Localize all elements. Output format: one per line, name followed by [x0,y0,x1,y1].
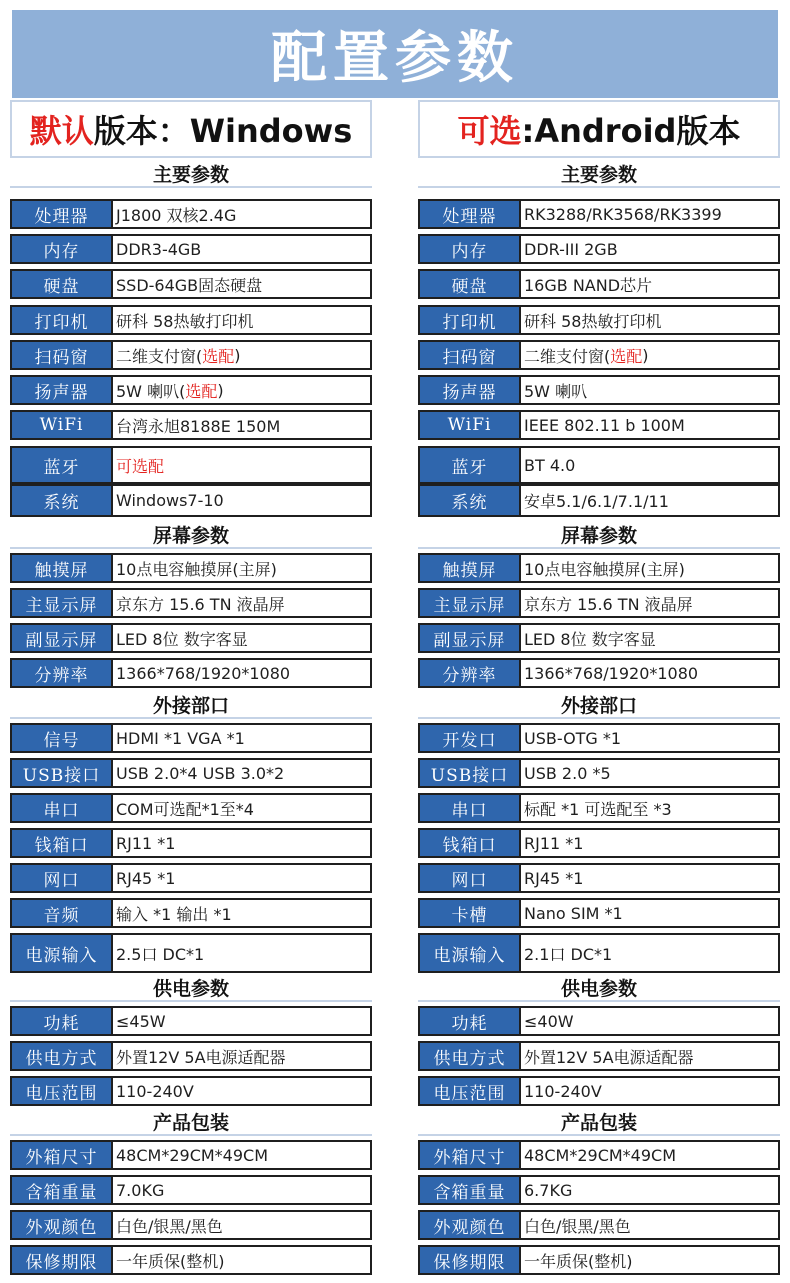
spec-label: 音频 [12,900,113,926]
spec-value-text: 10点电容触摸屏(主屏) [524,559,685,579]
spec-row [418,1245,780,1275]
spec-label: 信号 [12,725,113,751]
spec-value-text: ≤40W [524,1011,574,1031]
spec-row [10,793,372,823]
spec-value-text: RJ45 *1 [524,868,584,888]
spec-row [418,484,780,517]
spec-value [521,271,778,297]
spec-value-text: 110-240V [524,1081,602,1101]
spec-value-text: 安卓5.1/6.1/7.1/11 [524,492,669,511]
spec-label: 电源输入 [12,935,113,971]
section-heading: 屏幕参数 [10,521,372,549]
spec-value-text: 10点电容触摸屏(主屏) [116,559,277,579]
spec-value-text: RK3288/RK3568/RK3399 [524,204,722,224]
version-header-text: 版本：Windows [93,112,353,150]
spec-label: 副显示屏 [420,625,521,651]
spec-value [113,412,370,438]
section-heading: 屏幕参数 [418,521,780,549]
spec-label: 内存 [420,236,521,262]
spec-label: 触摸屏 [12,555,113,581]
optional-note: 选配 [185,381,218,401]
spec-row [418,375,780,405]
spec-value [521,760,778,786]
spec-value [521,448,778,482]
spec-value-text: 一年质保(整机) [524,1251,633,1271]
spec-value-text: USB 2.0*4 USB 3.0*2 [116,763,285,783]
spec-label: 外观颜色 [12,1212,113,1238]
spec-value-text: 48CM*29CM*49CM [524,1145,677,1165]
section-heading: 主要参数 [418,160,780,188]
spec-value-text: 二维支付窗( [524,346,611,366]
version-header [418,100,780,158]
spec-value-text: 48CM*29CM*49CM [116,1145,269,1165]
spec-row [418,588,780,618]
spec-value-text: DDR-III 2GB [524,239,618,259]
spec-row [418,1175,780,1205]
spec-value [521,236,778,262]
spec-label: 打印机 [420,307,521,333]
spec-row [418,305,780,335]
spec-value-text: 2.5口 DC*1 [116,944,205,964]
spec-value [113,342,370,368]
spec-value-tail: ) [217,380,224,400]
spec-label: 开发口 [420,725,521,751]
spec-label: 网口 [420,865,521,891]
spec-value [521,555,778,581]
spec-row [418,1210,780,1240]
spec-label: 供电方式 [12,1043,113,1069]
spec-row [10,1245,372,1275]
spec-label: 处理器 [12,201,113,227]
spec-value-text: IEEE 802.11 b 100M [524,415,685,435]
spec-label: 串口 [12,795,113,821]
spec-row [10,828,372,858]
optional-note: 可选配 [116,456,165,476]
spec-value [521,830,778,856]
spec-row [418,1076,780,1106]
page-title: 配置参数 [271,26,519,91]
spec-label: 硬盘 [12,271,113,297]
spec-row [10,1041,372,1071]
spec-value [113,760,370,786]
spec-label: 触摸屏 [420,555,521,581]
spec-value-text: J1800 双核2.4G [116,205,237,225]
spec-value [113,900,370,926]
section-heading: 外接部口 [418,691,780,719]
spec-row [418,898,780,928]
spec-row [10,553,372,583]
spec-label: USB接口 [420,760,521,786]
spec-label: 主显示屏 [12,590,113,616]
spec-label: 主显示屏 [420,590,521,616]
spec-row [10,863,372,893]
spec-label: 扬声器 [12,377,113,403]
spec-row [10,234,372,264]
spec-value-text: 二维支付窗( [116,346,203,366]
spec-value [113,795,370,821]
spec-row [10,758,372,788]
spec-value [113,935,370,971]
spec-value-text: HDMI *1 VGA *1 [116,728,245,748]
spec-label: 钱箱口 [12,830,113,856]
spec-row [10,1175,372,1205]
spec-value-text: RJ11 *1 [524,833,584,853]
spec-label: 电源输入 [420,935,521,971]
spec-label: 扫码窗 [420,342,521,368]
spec-value [113,486,370,515]
spec-row [10,484,372,517]
spec-value-text: 1366*768/1920*1080 [116,663,291,683]
spec-label: 保修期限 [420,1247,521,1273]
spec-value-text: 1366*768/1920*1080 [524,663,699,683]
spec-value [521,412,778,438]
title-banner [12,10,778,98]
spec-value-tail: ) [642,345,649,365]
spec-row [10,375,372,405]
spec-value-text: SSD-64GB固态硬盘 [116,275,263,295]
spec-value [113,625,370,651]
optional-note: 选配 [610,346,643,366]
spec-label: 扫码窗 [12,342,113,368]
spec-value [521,795,778,821]
spec-label: 功耗 [12,1008,113,1034]
spec-row [10,658,372,688]
spec-row [10,1210,372,1240]
spec-value-text: 110-240V [116,1081,194,1101]
spec-label: 网口 [12,865,113,891]
spec-value [521,1008,778,1034]
spec-row [10,933,372,973]
spec-value-text: 一年质保(整机) [116,1251,225,1271]
spec-row [418,933,780,973]
spec-label: 供电方式 [420,1043,521,1069]
section-heading: 主要参数 [10,160,372,188]
spec-label: 含箱重量 [12,1177,113,1203]
spec-value [521,486,778,515]
version-header [10,100,372,158]
spec-value [113,555,370,581]
spec-value-text: BT 4.0 [524,455,576,475]
spec-value [521,625,778,651]
spec-value-text: 京东方 15.6 TN 液晶屏 [116,594,285,614]
spec-value-text: 6.7KG [524,1180,573,1200]
spec-row [10,588,372,618]
spec-value [113,1247,370,1273]
spec-label: 蓝牙 [420,448,521,482]
spec-value-text: USB 2.0 *5 [524,763,611,783]
spec-label: 外箱尺寸 [12,1142,113,1168]
spec-value-text: USB-OTG *1 [524,728,622,748]
spec-label: 卡槽 [420,900,521,926]
spec-label: 分辨率 [12,660,113,686]
spec-row [418,723,780,753]
spec-label: 外观颜色 [420,1212,521,1238]
spec-row [10,305,372,335]
spec-value [113,830,370,856]
spec-value-text: 标配 *1 可选配至 *3 [524,799,672,819]
spec-value-text: 外置12V 5A电源适配器 [116,1047,286,1067]
spec-label: 电压范围 [12,1078,113,1104]
spec-label: 分辨率 [420,660,521,686]
spec-row [418,828,780,858]
spec-row [10,340,372,370]
spec-value-text: 2.1口 DC*1 [524,944,613,964]
spec-value [521,865,778,891]
spec-row [10,269,372,299]
spec-value [521,1212,778,1238]
spec-value [521,900,778,926]
spec-value [521,1177,778,1203]
spec-row [10,1140,372,1170]
spec-value [113,1078,370,1104]
spec-value [113,201,370,227]
version-header-text: :Android版本 [521,112,741,150]
spec-row [10,1006,372,1036]
spec-value-text: 外置12V 5A电源适配器 [524,1047,694,1067]
spec-value-text: 5W 喇叭 [524,381,588,401]
spec-value-text: Nano SIM *1 [524,903,623,923]
spec-row [418,269,780,299]
spec-value-text: LED 8位 数字客显 [116,629,248,649]
section-heading: 供电参数 [418,974,780,1002]
spec-row [418,863,780,893]
spec-value-text: 16GB NAND芯片 [524,275,653,295]
spec-value [113,590,370,616]
section-heading: 产品包装 [418,1108,780,1136]
spec-value [521,935,778,971]
spec-label: 钱箱口 [420,830,521,856]
spec-label: 系统 [420,486,521,515]
spec-label: 电压范围 [420,1078,521,1104]
spec-value [521,1078,778,1104]
spec-label: 保修期限 [12,1247,113,1273]
spec-label: 含箱重量 [420,1177,521,1203]
spec-value-text: 7.0KG [116,1180,165,1200]
spec-value [521,1043,778,1069]
spec-value [521,307,778,333]
spec-value-text: 白色/银黑/黑色 [524,1216,631,1236]
spec-value-tail: ) [234,345,241,365]
spec-value [113,725,370,751]
spec-row [418,1041,780,1071]
spec-label: 蓝牙 [12,448,113,482]
spec-row [418,1140,780,1170]
version-header-highlight: 默认 [29,112,94,150]
spec-row [418,1006,780,1036]
spec-row [418,623,780,653]
spec-label: 打印机 [12,307,113,333]
spec-value [521,1247,778,1273]
spec-value-text: 研科 58热敏打印机 [116,311,254,331]
spec-row [10,1076,372,1106]
spec-label: WiFi [420,412,521,438]
spec-label: 副显示屏 [12,625,113,651]
spec-value [521,590,778,616]
spec-row [418,199,780,229]
spec-value-text: 白色/银黑/黑色 [116,1216,223,1236]
spec-label: 处理器 [420,201,521,227]
spec-value [113,865,370,891]
spec-value [521,377,778,403]
spec-label: 功耗 [420,1008,521,1034]
spec-value-text: RJ45 *1 [116,868,176,888]
spec-value [521,201,778,227]
spec-value-text: DDR3-4GB [116,239,202,259]
spec-value [113,1008,370,1034]
spec-label: 外箱尺寸 [420,1142,521,1168]
spec-row [418,446,780,484]
spec-value-text: LED 8位 数字客显 [524,629,656,649]
spec-value-text: Windows7-10 [116,491,224,510]
spec-row [418,758,780,788]
spec-row [10,898,372,928]
section-heading: 供电参数 [10,974,372,1002]
spec-row [418,553,780,583]
spec-value [113,307,370,333]
version-header-highlight: 可选 [457,112,522,150]
section-heading: 外接部口 [10,691,372,719]
spec-row [10,623,372,653]
spec-value-text: 台湾永旭8188E 150M [116,416,281,436]
spec-value [521,1142,778,1168]
spec-row [10,723,372,753]
spec-value [113,377,370,403]
spec-label: 内存 [12,236,113,262]
spec-label: USB接口 [12,760,113,786]
spec-value [521,342,778,368]
spec-value-text: 输入 *1 输出 *1 [116,904,232,924]
spec-value [113,1212,370,1238]
spec-value-text: 京东方 15.6 TN 液晶屏 [524,594,693,614]
spec-row [418,793,780,823]
spec-value [113,236,370,262]
spec-value [113,1043,370,1069]
spec-value [521,660,778,686]
spec-value [113,1177,370,1203]
spec-value-text: 5W 喇叭( [116,381,186,401]
spec-row [418,234,780,264]
spec-value-text: 研科 58热敏打印机 [524,311,662,331]
spec-label: 硬盘 [420,271,521,297]
spec-row [10,446,372,484]
spec-value [113,660,370,686]
spec-label: 扬声器 [420,377,521,403]
spec-row [418,340,780,370]
spec-value [113,271,370,297]
spec-row [418,658,780,688]
spec-label: WiFi [12,412,113,438]
spec-value [113,448,370,482]
section-heading: 产品包装 [10,1108,372,1136]
spec-value [113,1142,370,1168]
spec-label: 串口 [420,795,521,821]
spec-row [418,410,780,440]
spec-row [10,199,372,229]
spec-value [521,725,778,751]
spec-value-text: RJ11 *1 [116,833,176,853]
optional-note: 选配 [202,346,235,366]
spec-row [10,410,372,440]
spec-value-text: ≤45W [116,1011,166,1031]
spec-value-text: COM可选配*1至*4 [116,799,254,819]
spec-label: 系统 [12,486,113,515]
